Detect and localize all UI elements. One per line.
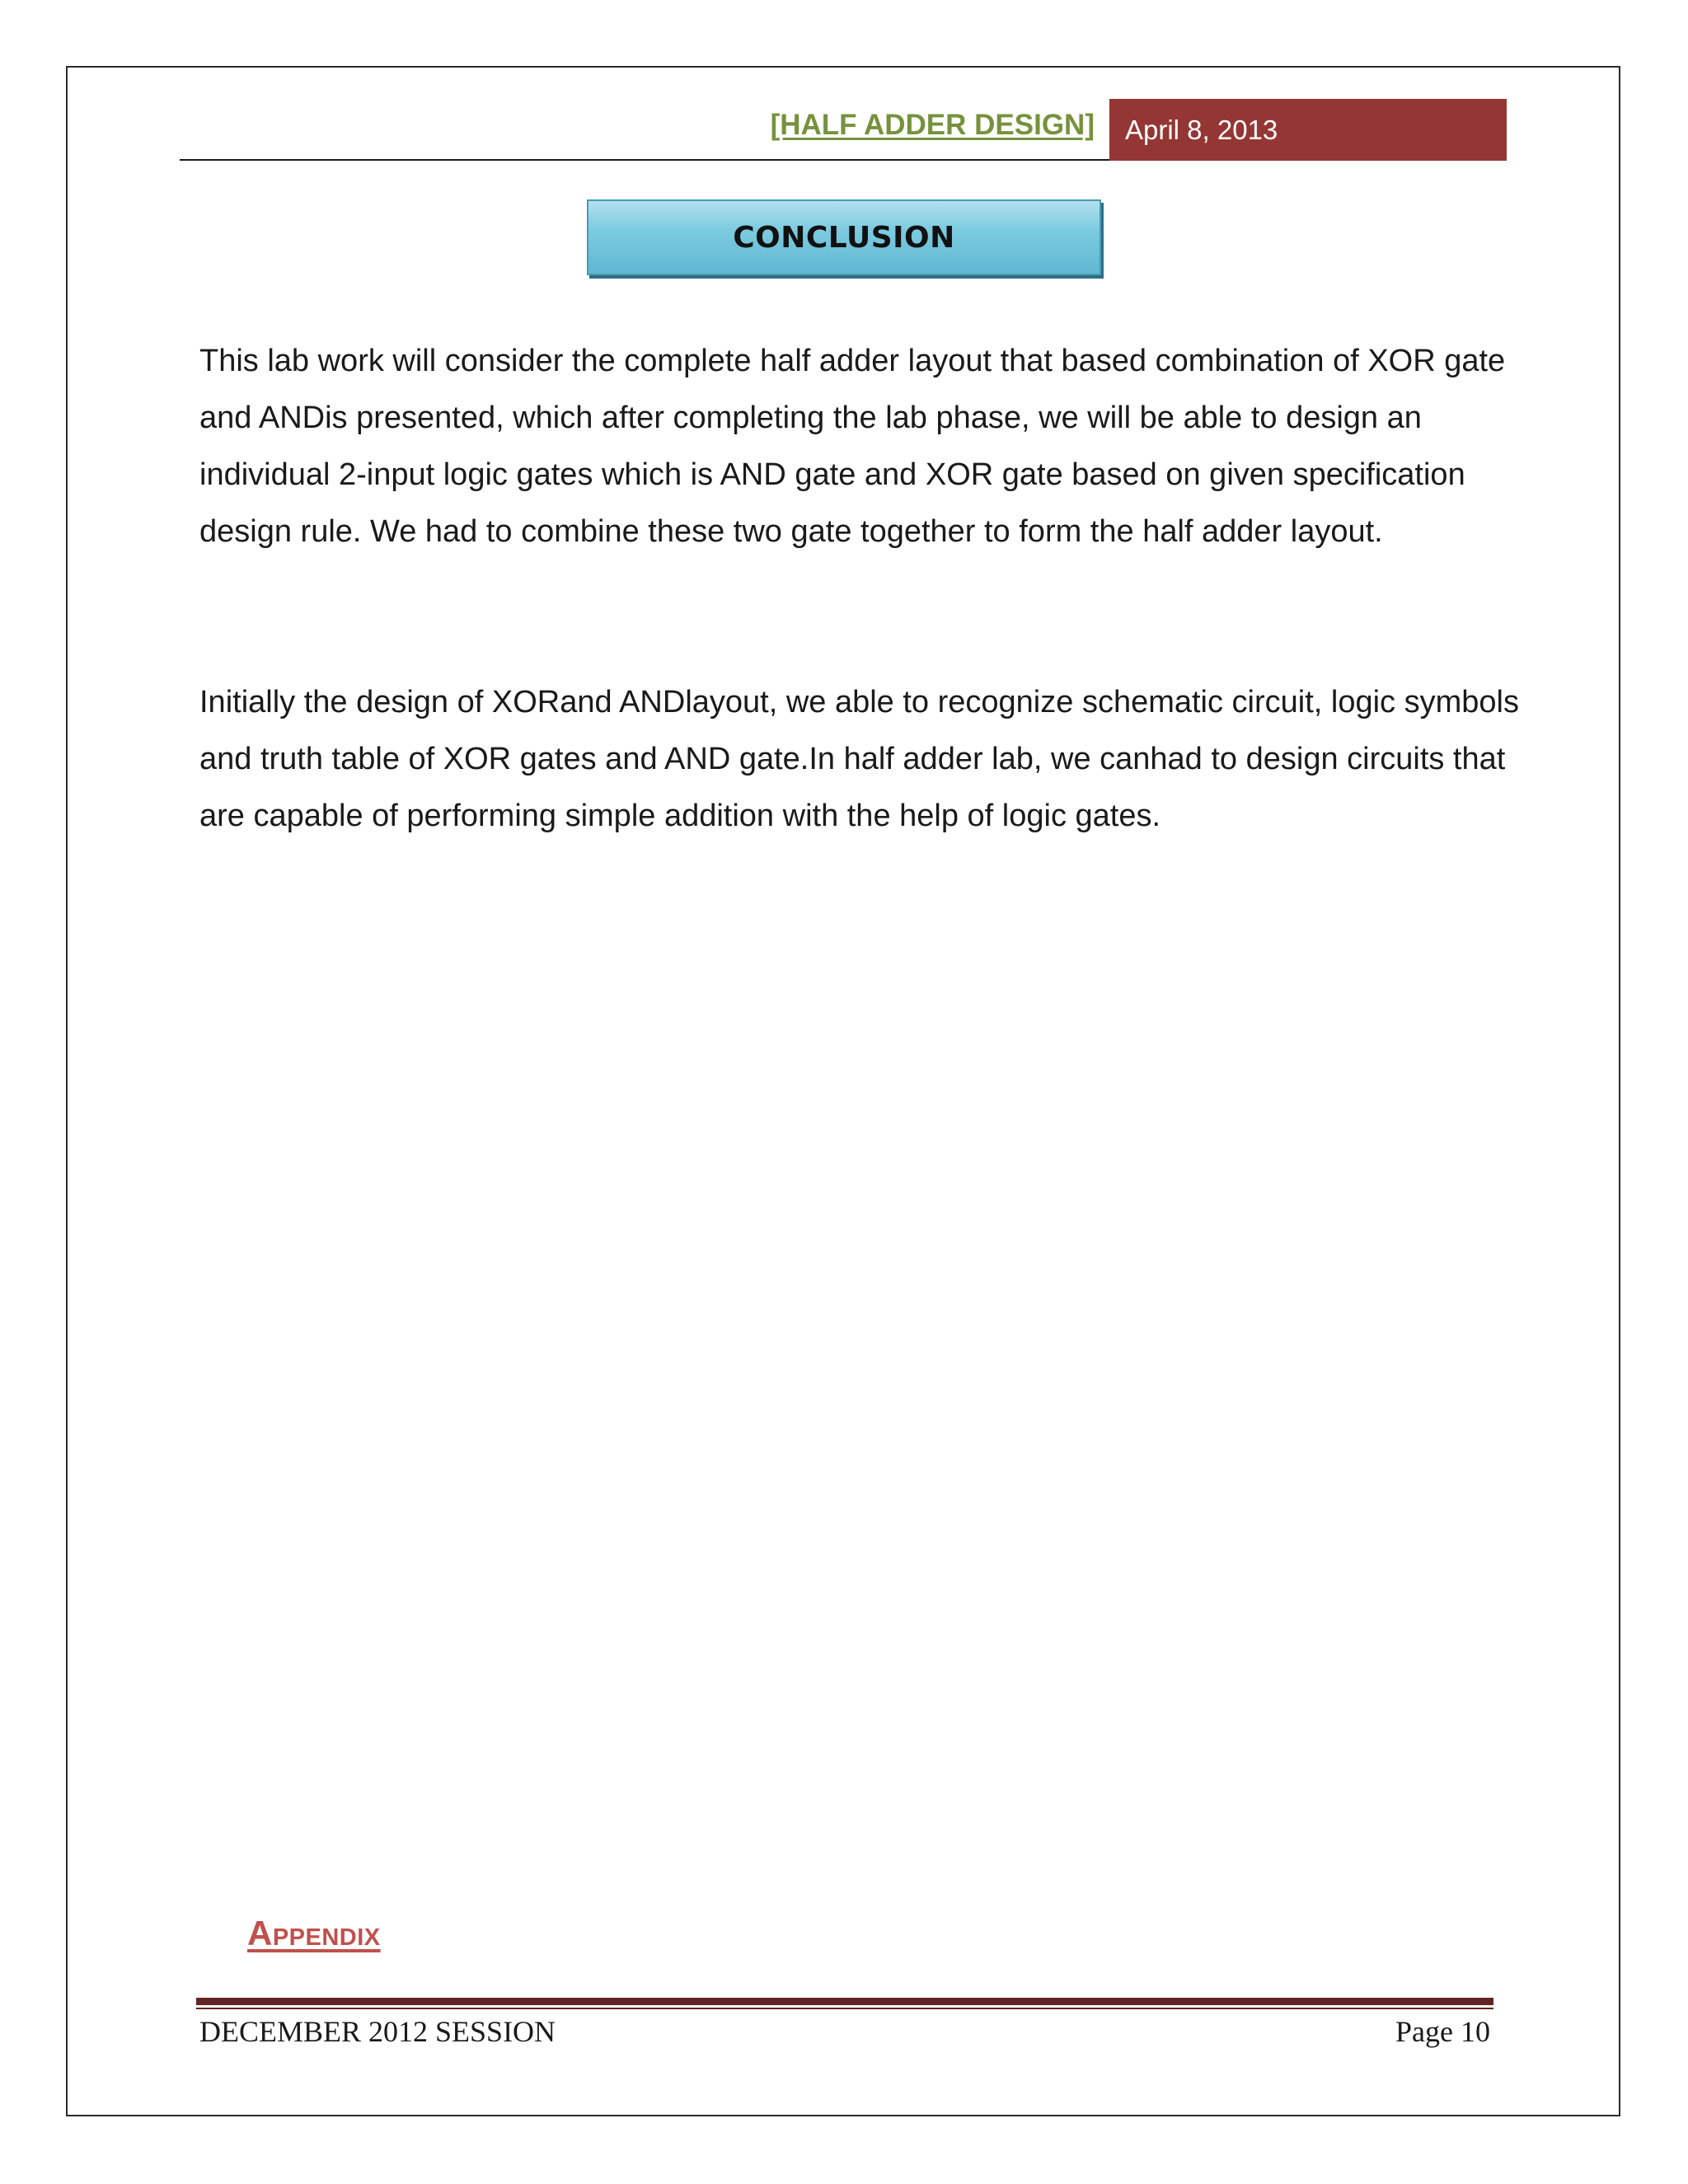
header-date: April 8, 2013 bbox=[1125, 115, 1278, 145]
footer-rule-thick bbox=[196, 1998, 1493, 2005]
conclusion-paragraph-1: This lab work will consider the complete half adder layout that based combination of XOR gate and ANDis presented, which after completing the lab phase, we will be able to design an individual 2-input logic gates which is AND gate and XOR gate based on given specification design rule. We had to combine these two gate together to form the half adder layout. bbox=[199, 344, 1506, 549]
header-rule bbox=[180, 159, 1109, 161]
footer-session: DECEMBER 2012 SESSION bbox=[199, 2015, 556, 2048]
footer-page-number: Page 10 bbox=[1395, 2015, 1490, 2048]
appendix-heading: Appendix bbox=[247, 1914, 381, 1952]
conclusion-paragraph-2: Initially the design of XORand ANDlayout, we able to recognize schematic circuit, logic symbols and truth table of XOR gates and AND gate.In half adder lab, we canhad to design circuits that are capable of performing simple addition with the help of logic gates. bbox=[199, 685, 1519, 833]
conclusion-heading: CONCLUSION bbox=[733, 220, 955, 255]
conclusion-heading-box bbox=[587, 199, 1101, 275]
footer-rule-thin bbox=[196, 2008, 1493, 2009]
header-title: [HALF ADDER DESIGN] bbox=[770, 109, 1095, 141]
